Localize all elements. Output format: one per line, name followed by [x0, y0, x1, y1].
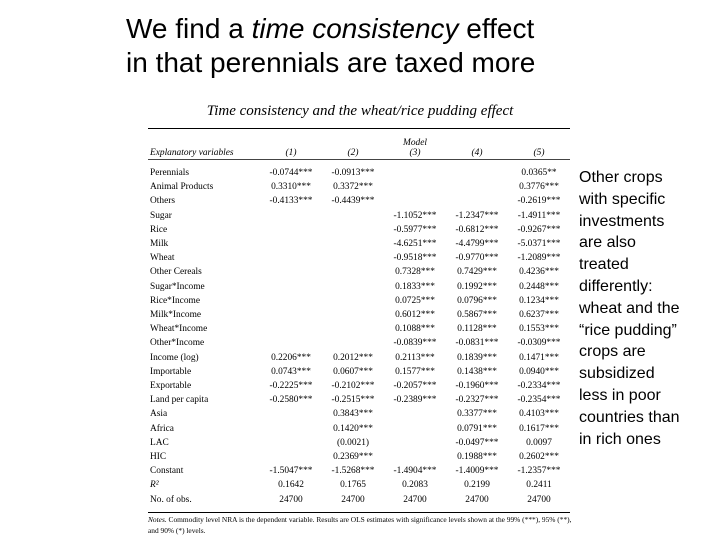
coefficient-cell: 0.2206*** — [271, 352, 311, 363]
coefficient-cell: -0.0839*** — [393, 338, 437, 349]
table-row — [148, 493, 570, 507]
row-label: LAC — [150, 437, 169, 448]
coefficient-cell: 0.0365** — [521, 168, 557, 178]
coefficient-cell: 0.1833*** — [395, 281, 435, 292]
coefficient-cell: 0.1988*** — [457, 452, 497, 463]
coefficient-cell: 0.0796*** — [457, 295, 497, 306]
table-row — [148, 450, 570, 464]
coefficient-cell: 0.1420*** — [333, 423, 373, 434]
coefficient-cell: -0.0831*** — [455, 338, 499, 349]
coefficient-cell — [446, 166, 508, 180]
title-emphasis: time consistency — [251, 13, 459, 44]
coefficient-cell: -0.2354*** — [517, 395, 561, 406]
coefficient-cell: 0.1234*** — [519, 295, 559, 306]
coefficient-cell — [260, 294, 322, 308]
row-label: HIC — [150, 452, 167, 463]
side-text-line: less in poor — [579, 386, 661, 404]
coefficient-cell: 0.1992*** — [457, 281, 497, 292]
column-header-label: (2) — [347, 148, 359, 158]
title-text: effect — [458, 13, 535, 44]
coefficient-cell: 0.1471*** — [519, 352, 559, 363]
coefficient-cell: -0.4133*** — [269, 196, 313, 207]
notes-label: Notes. — [148, 515, 167, 524]
coefficient-cell — [322, 251, 384, 265]
table-row — [148, 336, 570, 350]
coefficient-cell — [260, 436, 322, 450]
coefficient-cell: -0.0309*** — [517, 338, 561, 349]
coefficient-cell: 24700 — [527, 494, 551, 505]
coefficient-cell: 0.4103*** — [519, 409, 559, 420]
coefficient-cell: 0.0725*** — [395, 295, 435, 306]
table-row — [148, 322, 570, 336]
row-label: Other*Income — [150, 338, 205, 349]
side-text-line: crops are — [579, 343, 646, 361]
side-text-line: are also — [579, 234, 636, 252]
coefficient-cell: -0.2225*** — [269, 381, 313, 392]
coefficient-cell: 24700 — [279, 494, 303, 505]
coefficient-cell: 0.3310*** — [271, 182, 311, 193]
table-row — [148, 308, 570, 322]
coefficient-cell: 0.2411 — [526, 480, 552, 491]
title-text: in that perennials are taxed more — [126, 47, 536, 78]
table-row — [148, 237, 570, 251]
coefficient-cell: 0.6237*** — [519, 310, 559, 321]
coefficient-cell: -1.1052*** — [393, 210, 437, 221]
coefficient-cell: -0.2389*** — [393, 395, 437, 406]
side-text-line: “rice pudding” — [579, 321, 677, 339]
row-label: Rice — [150, 224, 168, 235]
coefficient-cell: -1.2357*** — [517, 466, 561, 477]
coefficient-cell — [384, 194, 446, 208]
coefficient-cell: -0.2057*** — [393, 381, 437, 392]
coefficient-cell: -0.9518*** — [393, 253, 437, 264]
coefficient-cell: -4.6251*** — [393, 239, 437, 250]
coefficient-cell — [322, 209, 384, 223]
table-row — [148, 379, 570, 393]
coefficient-cell — [446, 194, 508, 208]
row-label: Others — [150, 196, 175, 207]
column-header — [508, 130, 570, 158]
coefficient-cell: 0.1438*** — [457, 366, 497, 377]
row-label: Asia — [150, 409, 168, 420]
coefficient-cell: 0.3776*** — [519, 182, 559, 193]
column-header-label: (3) — [409, 148, 421, 158]
table-row — [148, 280, 570, 294]
coefficient-cell: -1.2347*** — [455, 210, 499, 221]
coefficient-cell — [322, 336, 384, 350]
coefficient-cell: 0.7429*** — [457, 267, 497, 278]
coefficient-cell: -0.5977*** — [393, 224, 437, 235]
title-text: We find a — [126, 13, 252, 44]
row-label: Milk*Income — [150, 310, 202, 321]
coefficient-cell: 0.1617*** — [519, 423, 559, 434]
coefficient-cell: -1.4911*** — [517, 210, 561, 221]
table-bottom-rule — [148, 512, 570, 513]
side-text-line: with specific — [579, 190, 666, 208]
table-row — [148, 180, 570, 194]
table-header-row — [148, 130, 570, 158]
row-label: Importable — [150, 366, 192, 377]
coefficient-cell: (0.0021) — [336, 437, 370, 448]
coefficient-cell: 0.0743*** — [271, 366, 311, 377]
coefficient-cell: 0.3372*** — [333, 182, 373, 193]
table-notes — [148, 515, 573, 536]
coefficient-cell — [322, 265, 384, 279]
column-header-label: (4) — [471, 148, 483, 158]
column-header — [322, 130, 384, 158]
coefficient-cell: 0.2012*** — [333, 352, 373, 363]
column-header — [446, 130, 508, 158]
coefficient-cell: 0.2199 — [464, 480, 490, 491]
table-row — [148, 464, 570, 478]
coefficient-cell: 0.1088*** — [395, 324, 435, 335]
side-text-line: differently: — [579, 277, 653, 295]
coefficient-cell: 0.1577*** — [395, 366, 435, 377]
coefficient-cell: -0.2580*** — [269, 395, 313, 406]
row-label: Wheat*Income — [150, 324, 208, 335]
coefficient-cell — [322, 322, 384, 336]
coefficient-cell: -1.5047*** — [269, 466, 313, 477]
table-row — [148, 209, 570, 223]
coefficient-cell — [322, 237, 384, 251]
title-line-2 — [126, 46, 686, 80]
coefficient-cell — [260, 450, 322, 464]
variables-header: Explanatory variables — [150, 148, 234, 158]
side-text-line: wheat and the — [579, 299, 680, 317]
coefficient-cell: -0.0744*** — [269, 168, 313, 178]
coefficient-cell — [322, 308, 384, 322]
coefficient-cell — [384, 422, 446, 436]
coefficient-cell — [260, 265, 322, 279]
side-text-line: subsidized — [579, 365, 655, 383]
coefficient-cell — [260, 280, 322, 294]
coefficient-cell: -0.2327*** — [455, 395, 499, 406]
coefficient-cell: 0.6012*** — [395, 310, 435, 321]
coefficient-cell — [322, 294, 384, 308]
row-label: Africa — [150, 423, 174, 434]
coefficient-cell: 0.2448*** — [519, 281, 559, 292]
coefficient-cell — [322, 280, 384, 294]
side-text-line: countries than — [579, 408, 680, 426]
coefficient-cell — [260, 422, 322, 436]
row-label: Rice*Income — [150, 295, 200, 306]
coefficient-cell: 0.3377*** — [457, 409, 497, 420]
table-row — [148, 393, 570, 407]
coefficient-cell — [384, 407, 446, 421]
coefficient-cell: 0.1765 — [340, 480, 366, 491]
coefficient-cell — [260, 407, 322, 421]
coefficient-cell: 0.1128*** — [457, 324, 497, 335]
table-row — [148, 251, 570, 265]
column-header — [384, 130, 446, 158]
table-row — [148, 265, 570, 279]
coefficient-cell: -1.4009*** — [455, 466, 499, 477]
side-text-line: treated — [579, 256, 629, 274]
coefficient-cell: -0.2619*** — [517, 196, 561, 207]
coefficient-cell — [260, 251, 322, 265]
row-label: Exportable — [150, 381, 192, 392]
side-text-line: Other crops — [579, 169, 663, 186]
row-label: Perennials — [150, 168, 190, 178]
coefficient-cell: -0.1960*** — [455, 381, 499, 392]
coefficient-cell — [446, 180, 508, 194]
column-header — [260, 130, 322, 158]
coefficient-cell: 24700 — [465, 494, 489, 505]
coefficient-cell: 24700 — [403, 494, 427, 505]
coefficient-cell — [384, 166, 446, 180]
coefficient-cell: 0.0607*** — [333, 366, 373, 377]
regression-table — [148, 130, 570, 507]
coefficient-cell: 0.0940*** — [519, 366, 559, 377]
coefficient-cell — [260, 336, 322, 350]
coefficient-cell — [384, 180, 446, 194]
coefficient-cell: 0.1642 — [278, 480, 304, 491]
coefficient-cell: 0.3843*** — [333, 409, 373, 420]
table-caption: Time consistency and the wheat/rice pudding effect — [206, 103, 514, 119]
table-row — [148, 436, 570, 450]
side-text-line: investments — [579, 212, 665, 230]
coefficient-cell: -0.0913*** — [331, 168, 375, 178]
coefficient-cell — [260, 209, 322, 223]
coefficient-cell: 0.1839*** — [457, 352, 497, 363]
table-row — [148, 478, 570, 492]
coefficient-cell: 0.2113*** — [395, 352, 435, 363]
coefficient-cell: 0.2602*** — [519, 452, 559, 463]
coefficient-cell: 0.7328*** — [395, 267, 435, 278]
coefficient-cell: 0.1553*** — [519, 324, 559, 335]
coefficient-cell: 0.4236*** — [519, 267, 559, 278]
coefficient-cell: -0.2102*** — [331, 381, 375, 392]
table-row — [148, 365, 570, 379]
coefficient-cell: -0.4439*** — [331, 196, 375, 207]
coefficient-cell: -0.9770*** — [455, 253, 499, 264]
row-label: Constant — [150, 466, 184, 477]
table-body — [148, 166, 570, 507]
row-label: Animal Products — [150, 182, 214, 193]
column-header-label: (1) — [285, 148, 297, 158]
row-label: R² — [150, 480, 159, 491]
coefficient-cell — [384, 436, 446, 450]
coefficient-cell: -4.4799*** — [455, 239, 499, 250]
table-row — [148, 422, 570, 436]
coefficient-cell: 0.0791*** — [457, 423, 497, 434]
row-label: Income (log) — [150, 352, 199, 363]
slide-title — [126, 12, 686, 80]
coefficient-cell: -1.4904*** — [393, 466, 437, 477]
table-row — [148, 294, 570, 308]
coefficient-cell: 0.0097 — [526, 437, 552, 448]
model-header: Model — [403, 138, 427, 148]
row-label: Wheat — [150, 253, 175, 264]
coefficient-cell — [260, 322, 322, 336]
table-top-rule — [148, 128, 570, 129]
coefficient-cell — [260, 223, 322, 237]
row-label: No. of obs. — [150, 494, 192, 505]
coefficient-cell: 0.5867*** — [457, 310, 497, 321]
coefficient-cell — [322, 223, 384, 237]
table-row — [148, 351, 570, 365]
coefficient-cell: -0.0497*** — [455, 437, 499, 448]
row-label: Milk — [150, 239, 169, 250]
coefficient-cell: -5.0371*** — [517, 239, 561, 250]
title-line-1 — [126, 12, 686, 46]
coefficient-cell: 0.2083 — [402, 480, 428, 491]
row-label: Other Cereals — [150, 267, 202, 278]
coefficient-cell: 0.2369*** — [333, 452, 373, 463]
side-commentary — [579, 167, 719, 450]
coefficient-cell: 24700 — [341, 494, 365, 505]
coefficient-cell — [260, 308, 322, 322]
side-text-line: in rich ones — [579, 430, 661, 448]
coefficient-cell: -1.2089*** — [517, 253, 561, 264]
coefficient-cell: -0.6812*** — [455, 224, 499, 235]
table-row — [148, 194, 570, 208]
coefficient-cell: -0.2515*** — [331, 395, 375, 406]
coefficient-cell: -0.9267*** — [517, 224, 561, 235]
coefficient-cell — [260, 237, 322, 251]
row-label: Sugar — [150, 210, 172, 221]
coefficient-cell: -1.5268*** — [331, 466, 375, 477]
row-label: Land per capita — [150, 395, 209, 406]
column-header-label: (5) — [533, 148, 545, 158]
table-row — [148, 166, 570, 180]
row-label: Sugar*Income — [150, 281, 205, 292]
coefficient-cell: -0.2334*** — [517, 381, 561, 392]
coefficient-cell — [384, 450, 446, 464]
notes-text: Commodity level NRA is the dependent variable. Results are OLS estimates with significance levels shown at the 99% (***), 95% (**), and 90% (*) levels. — [148, 515, 572, 535]
table-row — [148, 223, 570, 237]
table-row — [148, 407, 570, 421]
